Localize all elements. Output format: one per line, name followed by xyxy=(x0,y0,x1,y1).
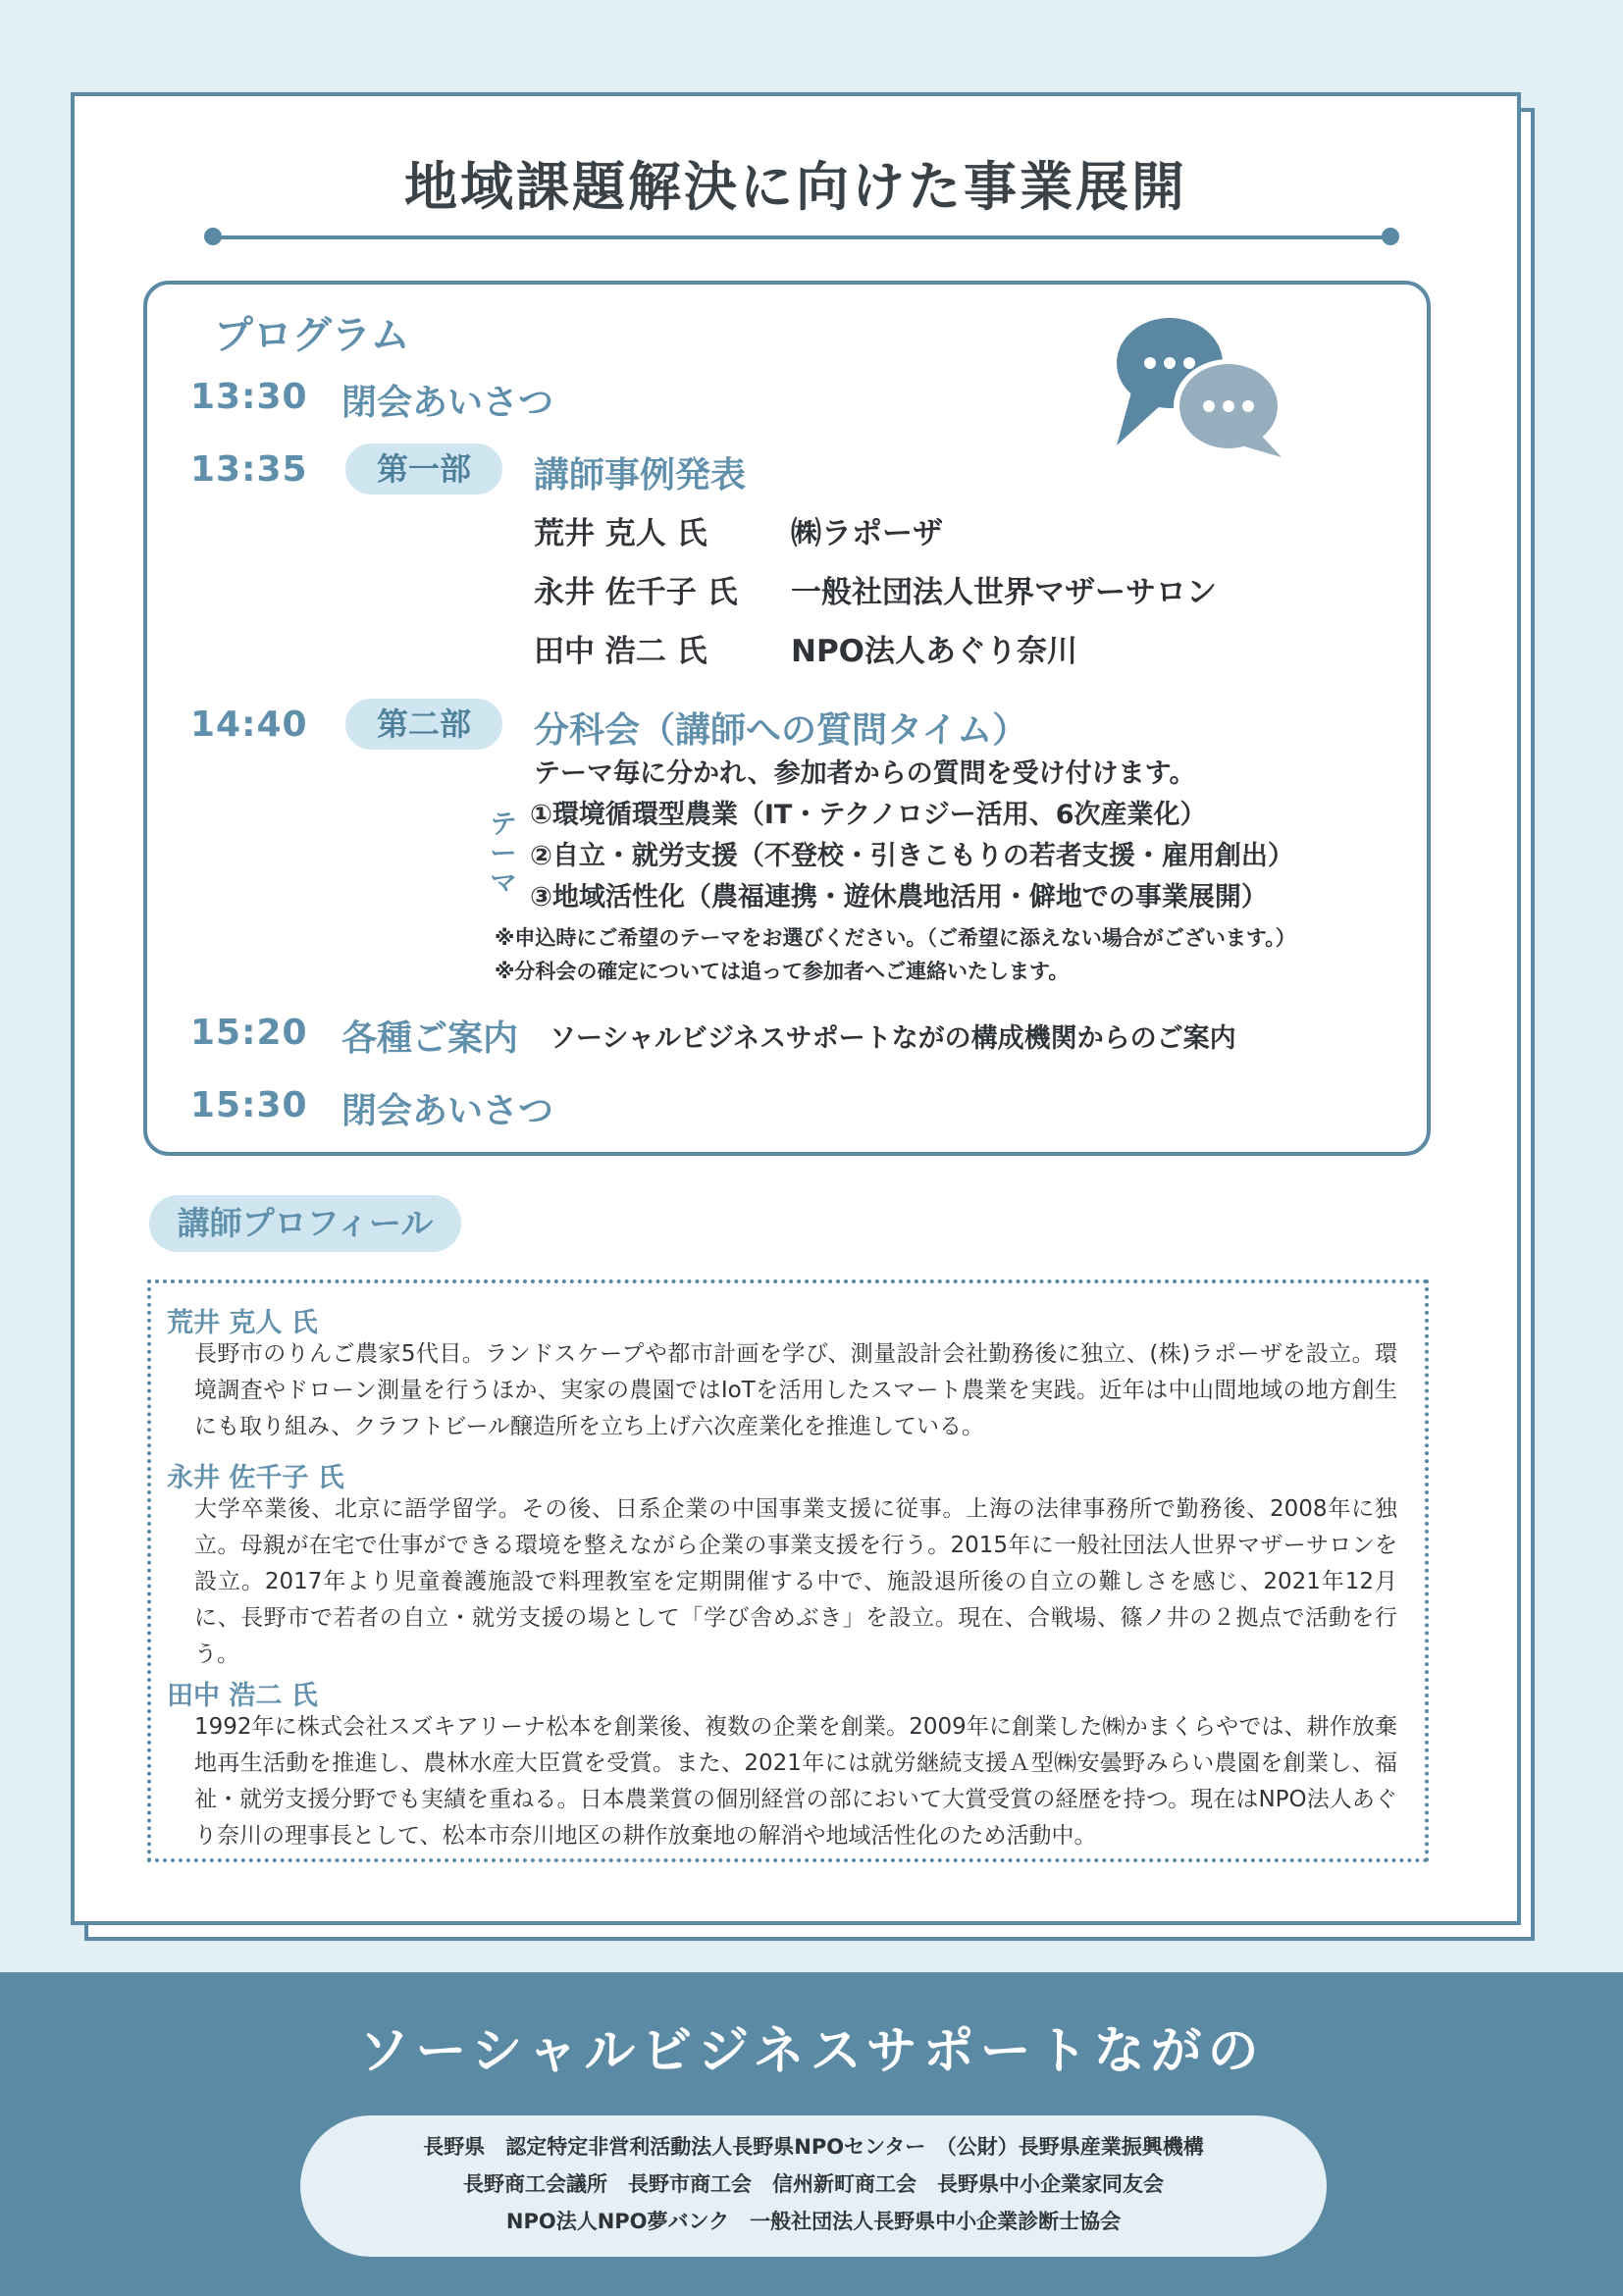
part2-badge: 第二部 xyxy=(345,699,502,750)
profile-bio: 長野市のりんご農家5代目。ランドスケープや都市計画を学び、測量設計会社勤務後に独立、(株)ラポーザを設立。環境調査やドローン測量を行うほか、実家の農園ではIoTを活用したスマート農業を実践。近年は中山間地域の地方創生にも取り組み、クラフトビール醸造所を立ち上げ六次産業化を推進している。 xyxy=(194,1341,1397,1439)
profile-name: 永井 佐千子 氏 xyxy=(167,1463,344,1493)
schedule-item-opening: 閉会あいさつ xyxy=(341,383,554,423)
theme-item: ③地域活性化（農福連携・遊休農地活用・僻地での事業展開） xyxy=(530,882,1268,913)
part2-note: ※分科会の確定については追って参加者へご連絡いたします。 xyxy=(495,960,1070,983)
member-line: 長野商工会議所 長野市商工会 信州新町商工会 長野県中小企業家同友会 xyxy=(463,2172,1164,2196)
schedule-time-closing: 15:30 xyxy=(190,1085,308,1125)
profile-name: 荒井 克人 氏 xyxy=(167,1308,318,1338)
part2-description: テーマ毎に分かれ、参加者からの質問を受け付けます。 xyxy=(534,758,1196,789)
member-line: NPO法人NPO夢バンク 一般社団法人長野県中小企業診断士協会 xyxy=(505,2210,1122,2233)
schedule-time-info: 15:20 xyxy=(190,1013,308,1053)
title-rule-dot-right xyxy=(1382,228,1399,245)
speaker-name: 荒井 克人 氏 xyxy=(534,516,707,551)
speaker-name: 永井 佐千子 氏 xyxy=(534,575,738,610)
speech-bubble-front xyxy=(1174,359,1283,457)
speaker-org: ㈱ラポーザ xyxy=(791,516,943,551)
footer-title: ソーシャルビジネスサポートながの xyxy=(358,2022,1265,2081)
theme-item: ②自立・就労支援（不登校・引きこもりの若者支援・雇用創出） xyxy=(530,841,1294,871)
program-heading: プログラム xyxy=(214,313,410,358)
speaker-org: 一般社団法人世界マザーサロン xyxy=(791,575,1217,610)
schedule-time-opening: 13:30 xyxy=(190,377,308,417)
profile-name: 田中 浩二 氏 xyxy=(167,1681,318,1711)
info-description: ソーシャルビジネスサポートながの構成機関からのご案内 xyxy=(550,1023,1236,1054)
part2-note: ※申込時にご希望のテーマをお選びください。（ご希望に添えない場合がございます。） xyxy=(495,926,1296,950)
page-title: 地域課題解決に向けた事業展開 xyxy=(404,156,1187,218)
speaker-name: 田中 浩二 氏 xyxy=(534,634,707,669)
theme-item: ①環境循環型農業（IT・テクノロジー活用、6次産業化） xyxy=(530,800,1207,830)
title-divider xyxy=(210,235,1387,239)
part1-badge: 第一部 xyxy=(345,444,502,495)
schedule-item-info: 各種ご案内 xyxy=(341,1018,519,1059)
schedule-time-part2: 14:40 xyxy=(190,704,308,745)
speaker-org: NPO法人あぐり奈川 xyxy=(791,634,1078,669)
speech-bubbles-icon xyxy=(1109,312,1295,459)
part2-title: 分科会（講師への質問タイム） xyxy=(534,710,1028,751)
profile-bio: 大学卒業後、北京に語学留学。その後、日系企業の中国事業支援に従事。上海の法律事務所で勤務後、2008年に独立。母親が在宅で仕事ができる環境を整えながら企業の事業支援を行う。2015年に一般社団法人世界マザーサロンを設立。2017年より児童養護施設で料理教室を定期開催する中で、施設退所後の自立の難しさを感じ、2021年12月に、長野市で若者の自立・就労支援の場として「学び舎めぶき」を設立。現在、合戦場、篠ノ井の２拠点で活動を行う。 xyxy=(194,1496,1397,1667)
part1-title: 講師事例発表 xyxy=(534,455,747,496)
member-line: 長野県 認定特定非営利活動法人長野県NPOセンター （公財）長野県産業振興機構 xyxy=(423,2135,1204,2159)
schedule-time-part1: 13:35 xyxy=(190,449,308,490)
theme-label: テーマ xyxy=(490,809,517,899)
profile-bio: 1992年に株式会社スズキアリーナ松本を創業後、複数の企業を創業。2009年に創業した㈱かまくらやでは、耕作放棄地再生活動を推進し、農林水産大臣賞を受賞。また、2021年には就労継続支援Ａ型㈱安曇野みらい農園を創業し、福祉・就労支援分野でも実績を重ねる。日本農業賞の個別経営の部において大賞受賞の経歴を持つ。現在はNPO法人あぐり奈川の理事長として、松本市奈川地区の耕作放棄地の解消や地域活性化のため活動中。 xyxy=(194,1714,1397,1849)
schedule-item-closing: 閉会あいさつ xyxy=(341,1091,554,1131)
profile-heading: 講師プロフィール xyxy=(149,1195,461,1252)
